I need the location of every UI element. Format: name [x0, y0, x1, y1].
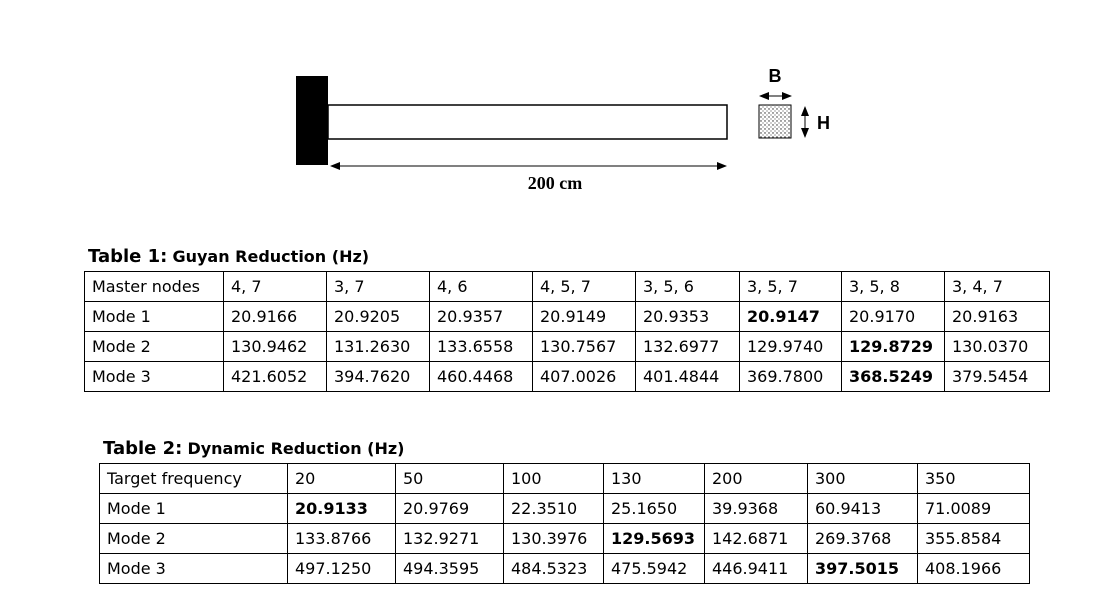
value-cell: 129.9740 — [740, 332, 842, 362]
best-value-cell: 20.9147 — [740, 302, 842, 332]
header-cell: 3, 5, 7 — [740, 272, 842, 302]
header-cell: 300 — [808, 464, 918, 494]
table2-caption — [103, 438, 404, 459]
value-cell: 132.9271 — [396, 524, 504, 554]
row-label-cell: Mode 1 — [100, 494, 288, 524]
value-cell: 130.3976 — [504, 524, 604, 554]
row-label-cell: Mode 3 — [85, 362, 224, 392]
value-cell: 22.3510 — [504, 494, 604, 524]
header-cell: 4, 6 — [430, 272, 533, 302]
fixed-support — [296, 76, 328, 165]
header-cell: 200 — [705, 464, 808, 494]
header-label-cell: Master nodes — [85, 272, 224, 302]
height-label: H — [817, 113, 830, 133]
table2-body — [100, 464, 1030, 584]
header-cell: 3, 4, 7 — [945, 272, 1050, 302]
value-cell: 369.7800 — [740, 362, 842, 392]
value-cell: 494.3595 — [396, 554, 504, 584]
header-cell: 130 — [604, 464, 705, 494]
table-row — [85, 332, 1050, 362]
best-value-cell: 129.5693 — [604, 524, 705, 554]
value-cell: 130.7567 — [533, 332, 636, 362]
value-cell: 446.9411 — [705, 554, 808, 584]
header-cell: 20 — [288, 464, 396, 494]
table-row — [85, 362, 1050, 392]
value-cell: 20.9163 — [945, 302, 1050, 332]
value-cell: 130.0370 — [945, 332, 1050, 362]
table1-body — [85, 272, 1050, 392]
guyan-reduction-table — [84, 271, 1050, 392]
table-row — [85, 302, 1050, 332]
value-cell: 20.9170 — [842, 302, 945, 332]
value-cell: 421.6052 — [224, 362, 327, 392]
header-cell: 4, 7 — [224, 272, 327, 302]
beam — [328, 105, 727, 139]
best-value-cell: 129.8729 — [842, 332, 945, 362]
value-cell: 408.1966 — [918, 554, 1030, 584]
header-cell: 4, 5, 7 — [533, 272, 636, 302]
value-cell: 25.1650 — [604, 494, 705, 524]
value-cell: 133.8766 — [288, 524, 396, 554]
value-cell: 39.9368 — [705, 494, 808, 524]
width-label: B — [768, 66, 782, 86]
value-cell: 497.1250 — [288, 554, 396, 584]
value-cell: 20.9205 — [327, 302, 430, 332]
dynamic-reduction-table — [99, 463, 1030, 584]
table1-caption-number: Table 1: — [88, 246, 168, 267]
header-cell: 100 — [504, 464, 604, 494]
value-cell: 20.9353 — [636, 302, 740, 332]
cantilever-beam-figure — [0, 0, 1093, 215]
value-cell: 20.9769 — [396, 494, 504, 524]
row-label-cell: Mode 2 — [100, 524, 288, 554]
header-row — [85, 272, 1050, 302]
header-cell: 3, 5, 8 — [842, 272, 945, 302]
table1-caption-text: Guyan Reduction (Hz) — [172, 247, 370, 266]
row-label-cell: Mode 1 — [85, 302, 224, 332]
cross-section — [759, 105, 791, 138]
table-row — [100, 494, 1030, 524]
row-label-cell: Mode 3 — [100, 554, 288, 584]
value-cell: 133.6558 — [430, 332, 533, 362]
header-cell: 3, 5, 6 — [636, 272, 740, 302]
best-value-cell: 20.9133 — [288, 494, 396, 524]
value-cell: 20.9357 — [430, 302, 533, 332]
table2-caption-number: Table 2: — [103, 438, 183, 459]
value-cell: 475.5942 — [604, 554, 705, 584]
row-label-cell: Mode 2 — [85, 332, 224, 362]
value-cell: 484.5323 — [504, 554, 604, 584]
value-cell: 460.4468 — [430, 362, 533, 392]
value-cell: 407.0026 — [533, 362, 636, 392]
header-label-cell: Target frequency — [100, 464, 288, 494]
length-label: 200 cm — [527, 173, 583, 193]
value-cell: 132.6977 — [636, 332, 740, 362]
value-cell: 130.9462 — [224, 332, 327, 362]
value-cell: 379.5454 — [945, 362, 1050, 392]
value-cell: 401.4844 — [636, 362, 740, 392]
header-row — [100, 464, 1030, 494]
value-cell: 60.9413 — [808, 494, 918, 524]
table1-caption — [88, 246, 369, 267]
table-row — [100, 524, 1030, 554]
value-cell: 355.8584 — [918, 524, 1030, 554]
table2-caption-text: Dynamic Reduction (Hz) — [187, 439, 405, 458]
value-cell: 71.0089 — [918, 494, 1030, 524]
best-value-cell: 397.5015 — [808, 554, 918, 584]
value-cell: 269.3768 — [808, 524, 918, 554]
value-cell: 142.6871 — [705, 524, 808, 554]
value-cell: 394.7620 — [327, 362, 430, 392]
header-cell: 350 — [918, 464, 1030, 494]
value-cell: 131.2630 — [327, 332, 430, 362]
value-cell: 20.9149 — [533, 302, 636, 332]
header-cell: 50 — [396, 464, 504, 494]
best-value-cell: 368.5249 — [842, 362, 945, 392]
header-cell: 3, 7 — [327, 272, 430, 302]
beam-diagram — [0, 0, 1093, 215]
table-row — [100, 554, 1030, 584]
value-cell: 20.9166 — [224, 302, 327, 332]
